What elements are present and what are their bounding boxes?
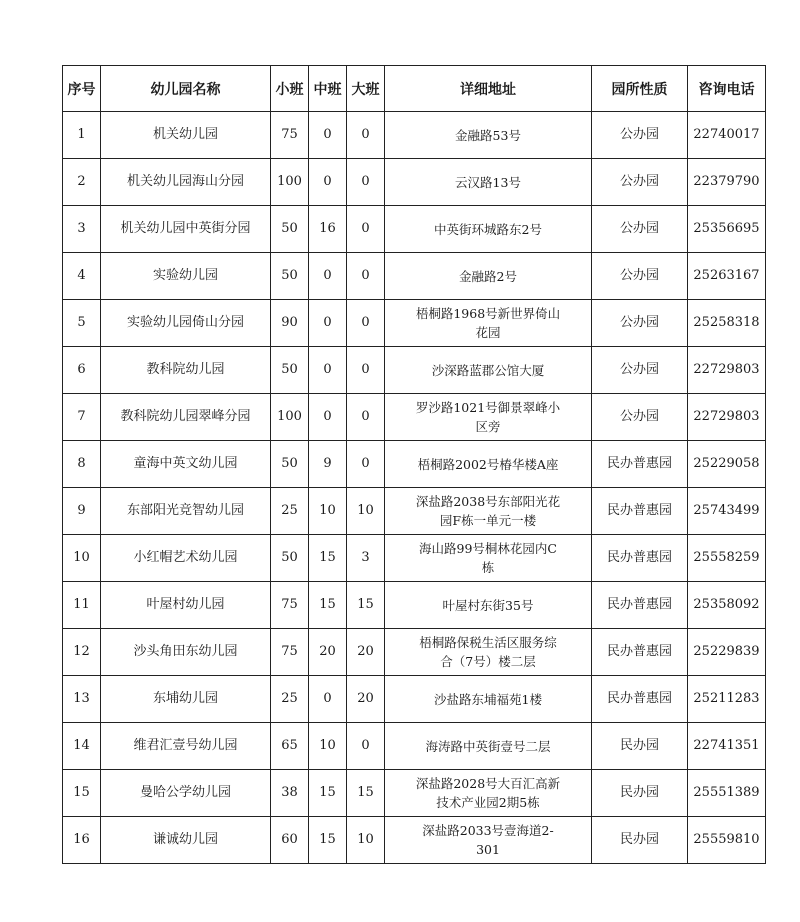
table-header-row	[63, 66, 766, 112]
cell-address: 金融路53号	[385, 112, 592, 159]
table-row	[63, 112, 766, 159]
cell-middle-class: 0	[309, 676, 347, 723]
cell-type: 公办园	[592, 347, 688, 394]
cell-large-class: 0	[347, 394, 385, 441]
cell-no: 1	[63, 112, 101, 159]
header-middle-class: 中班	[309, 66, 347, 112]
cell-type: 民办园	[592, 723, 688, 770]
cell-middle-class: 16	[309, 206, 347, 253]
cell-large-class: 10	[347, 817, 385, 864]
table-row	[63, 770, 766, 817]
header-small-class: 小班	[271, 66, 309, 112]
cell-small-class: 100	[271, 394, 309, 441]
cell-address: 深盐路2028号大百汇高新 技术产业园2期5栋	[385, 770, 592, 817]
cell-middle-class: 10	[309, 723, 347, 770]
kindergarten-table-container	[62, 65, 766, 864]
cell-type: 公办园	[592, 253, 688, 300]
cell-name: 教科院幼儿园	[101, 347, 271, 394]
cell-name: 曼哈公学幼儿园	[101, 770, 271, 817]
cell-middle-class: 15	[309, 817, 347, 864]
cell-large-class: 15	[347, 582, 385, 629]
cell-small-class: 50	[271, 206, 309, 253]
cell-address: 云汉路13号	[385, 159, 592, 206]
cell-large-class: 0	[347, 300, 385, 347]
table-row	[63, 394, 766, 441]
cell-no: 10	[63, 535, 101, 582]
cell-type: 民办普惠园	[592, 441, 688, 488]
cell-address: 罗沙路1021号御景翠峰小 区旁	[385, 394, 592, 441]
table-row	[63, 817, 766, 864]
cell-address: 金融路2号	[385, 253, 592, 300]
cell-phone: 25559810	[688, 817, 766, 864]
cell-phone: 22729803	[688, 347, 766, 394]
table-row	[63, 723, 766, 770]
cell-address: 海山路99号桐林花园内C 栋	[385, 535, 592, 582]
cell-phone: 25358092	[688, 582, 766, 629]
cell-address: 梧桐路保税生活区服务综 合（7号）楼二层	[385, 629, 592, 676]
cell-large-class: 0	[347, 206, 385, 253]
cell-middle-class: 0	[309, 253, 347, 300]
table-row	[63, 488, 766, 535]
cell-middle-class: 9	[309, 441, 347, 488]
cell-large-class: 20	[347, 629, 385, 676]
cell-no: 7	[63, 394, 101, 441]
cell-large-class: 0	[347, 159, 385, 206]
cell-middle-class: 0	[309, 394, 347, 441]
cell-type: 公办园	[592, 300, 688, 347]
cell-small-class: 25	[271, 676, 309, 723]
cell-name: 小红帽艺术幼儿园	[101, 535, 271, 582]
cell-type: 公办园	[592, 206, 688, 253]
cell-phone: 25558259	[688, 535, 766, 582]
cell-middle-class: 10	[309, 488, 347, 535]
table-row	[63, 535, 766, 582]
table-row	[63, 253, 766, 300]
table-body	[63, 112, 766, 864]
cell-phone: 25263167	[688, 253, 766, 300]
cell-no: 2	[63, 159, 101, 206]
cell-address: 深盐路2038号东部阳光花 园F栋一单元一楼	[385, 488, 592, 535]
cell-name: 东部阳光竞智幼儿园	[101, 488, 271, 535]
cell-no: 15	[63, 770, 101, 817]
cell-middle-class: 20	[309, 629, 347, 676]
table-row	[63, 159, 766, 206]
cell-middle-class: 0	[309, 159, 347, 206]
cell-address: 中英街环城路东2号	[385, 206, 592, 253]
cell-no: 3	[63, 206, 101, 253]
cell-large-class: 20	[347, 676, 385, 723]
cell-no: 5	[63, 300, 101, 347]
cell-name: 童海中英文幼儿园	[101, 441, 271, 488]
cell-no: 9	[63, 488, 101, 535]
table-row	[63, 676, 766, 723]
cell-phone: 25229839	[688, 629, 766, 676]
cell-no: 11	[63, 582, 101, 629]
cell-name: 机关幼儿园	[101, 112, 271, 159]
cell-phone: 22729803	[688, 394, 766, 441]
cell-large-class: 0	[347, 723, 385, 770]
cell-middle-class: 15	[309, 535, 347, 582]
cell-address: 叶屋村东街35号	[385, 582, 592, 629]
header-no: 序号	[63, 66, 101, 112]
cell-no: 12	[63, 629, 101, 676]
cell-name: 沙头角田东幼儿园	[101, 629, 271, 676]
cell-no: 14	[63, 723, 101, 770]
cell-small-class: 38	[271, 770, 309, 817]
cell-small-class: 60	[271, 817, 309, 864]
table-row	[63, 347, 766, 394]
cell-type: 民办普惠园	[592, 582, 688, 629]
cell-large-class: 0	[347, 347, 385, 394]
table-row	[63, 206, 766, 253]
cell-type: 民办普惠园	[592, 676, 688, 723]
cell-name: 实验幼儿园	[101, 253, 271, 300]
cell-no: 4	[63, 253, 101, 300]
cell-small-class: 65	[271, 723, 309, 770]
cell-address: 梧桐路2002号椿华楼A座	[385, 441, 592, 488]
cell-type: 民办普惠园	[592, 535, 688, 582]
cell-middle-class: 0	[309, 300, 347, 347]
cell-no: 16	[63, 817, 101, 864]
cell-address: 深盐路2033号壹海道2- 301	[385, 817, 592, 864]
table-row	[63, 441, 766, 488]
cell-address: 沙深路蓝郡公馆大厦	[385, 347, 592, 394]
cell-small-class: 75	[271, 629, 309, 676]
cell-type: 民办园	[592, 770, 688, 817]
cell-name: 东埔幼儿园	[101, 676, 271, 723]
table-row	[63, 582, 766, 629]
cell-name: 谦诚幼儿园	[101, 817, 271, 864]
cell-phone: 25211283	[688, 676, 766, 723]
cell-small-class: 75	[271, 582, 309, 629]
header-large-class: 大班	[347, 66, 385, 112]
table-row	[63, 300, 766, 347]
cell-middle-class: 15	[309, 582, 347, 629]
cell-large-class: 15	[347, 770, 385, 817]
cell-type: 民办普惠园	[592, 629, 688, 676]
cell-address: 海涛路中英街壹号二层	[385, 723, 592, 770]
cell-large-class: 3	[347, 535, 385, 582]
cell-no: 13	[63, 676, 101, 723]
cell-phone: 25258318	[688, 300, 766, 347]
cell-large-class: 0	[347, 253, 385, 300]
cell-middle-class: 0	[309, 347, 347, 394]
cell-middle-class: 15	[309, 770, 347, 817]
cell-address: 梧桐路1968号新世界倚山 花园	[385, 300, 592, 347]
cell-phone: 22740017	[688, 112, 766, 159]
cell-no: 8	[63, 441, 101, 488]
cell-name: 机关幼儿园海山分园	[101, 159, 271, 206]
cell-phone: 25551389	[688, 770, 766, 817]
cell-middle-class: 0	[309, 112, 347, 159]
header-type: 园所性质	[592, 66, 688, 112]
cell-no: 6	[63, 347, 101, 394]
cell-small-class: 100	[271, 159, 309, 206]
cell-type: 民办园	[592, 817, 688, 864]
cell-small-class: 50	[271, 347, 309, 394]
cell-large-class: 0	[347, 441, 385, 488]
cell-small-class: 50	[271, 441, 309, 488]
cell-small-class: 50	[271, 535, 309, 582]
cell-phone: 25356695	[688, 206, 766, 253]
cell-type: 公办园	[592, 112, 688, 159]
cell-phone: 25229058	[688, 441, 766, 488]
cell-large-class: 10	[347, 488, 385, 535]
cell-small-class: 90	[271, 300, 309, 347]
header-address: 详细地址	[385, 66, 592, 112]
cell-name: 维君汇壹号幼儿园	[101, 723, 271, 770]
cell-name: 叶屋村幼儿园	[101, 582, 271, 629]
cell-phone: 22379790	[688, 159, 766, 206]
cell-type: 公办园	[592, 159, 688, 206]
cell-name: 机关幼儿园中英街分园	[101, 206, 271, 253]
cell-type: 公办园	[592, 394, 688, 441]
header-name: 幼儿园名称	[101, 66, 271, 112]
cell-phone: 22741351	[688, 723, 766, 770]
cell-small-class: 25	[271, 488, 309, 535]
cell-address: 沙盐路东埔福苑1楼	[385, 676, 592, 723]
cell-name: 实验幼儿园倚山分园	[101, 300, 271, 347]
cell-small-class: 75	[271, 112, 309, 159]
kindergarten-table	[62, 65, 766, 864]
cell-large-class: 0	[347, 112, 385, 159]
table-row	[63, 629, 766, 676]
cell-type: 民办普惠园	[592, 488, 688, 535]
cell-phone: 25743499	[688, 488, 766, 535]
cell-small-class: 50	[271, 253, 309, 300]
cell-name: 教科院幼儿园翠峰分园	[101, 394, 271, 441]
header-phone: 咨询电话	[688, 66, 766, 112]
